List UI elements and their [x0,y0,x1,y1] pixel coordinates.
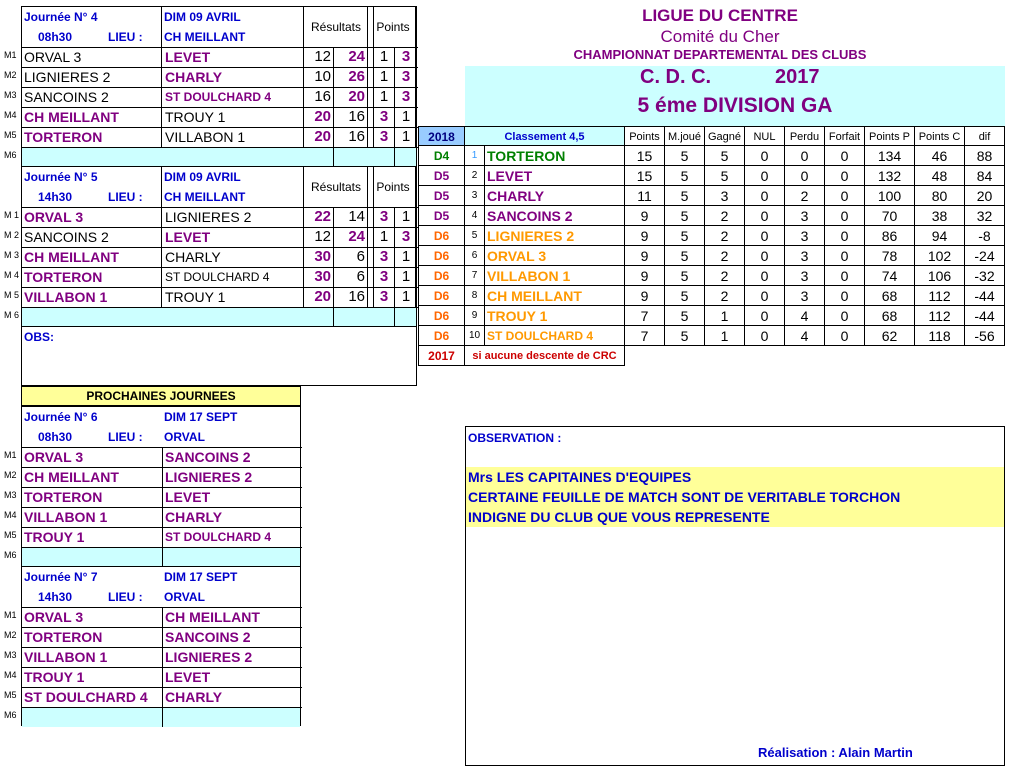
match-score-home: 16 [314,88,331,105]
standings-col-header: Forfait [825,126,865,146]
standings-value-mj: 5 [665,306,705,326]
standings-team: CH MEILLANT [487,288,582,304]
standings-team-row [465,206,625,226]
match-points-home: 3 [379,128,389,145]
fixture-title: Journée N° 7 [24,570,98,584]
standings-value-dif: -24 [965,246,1005,266]
fixture-away-team: SANCOINS 2 [165,449,251,465]
match-points-away: 1 [401,208,411,225]
standings-value-pp: 86 [865,226,915,246]
standings-rank: 5 [465,226,485,246]
match-away-team: LEVET [165,49,211,65]
standings-rank: 10 [465,326,485,346]
standings-value-n: 0 [745,286,785,306]
journee5-time: 14h30 [38,190,73,204]
standings-value-pc: 80 [915,186,965,206]
standings-value-pts: 9 [625,266,665,286]
standings-value-pp: 100 [865,186,915,206]
committee-title: Comité du Cher [660,27,780,46]
observation-line-3: INDIGNE DU CLUB QUE VOUS REPRESENTE [468,509,770,525]
fixture-number: M2 [4,470,17,480]
standings-col-header: Perdu [785,126,825,146]
standings-value-pts: 15 [625,146,665,166]
match-score-away: 20 [348,88,365,105]
obs-label: OBS: [24,330,54,344]
standings-value-f: 0 [825,326,865,346]
journee5-date: DIM 09 AVRIL [164,170,241,184]
match-points-home: 1 [379,228,389,245]
standings-value-dif: -44 [965,286,1005,306]
division-banner [465,66,1005,126]
standings-value-dif: 32 [965,206,1005,226]
fixture-number: M4 [4,670,17,680]
standings-value-f: 0 [825,286,865,306]
match-number: M4 [4,110,17,120]
journee5-results-label: Résultats [310,180,362,194]
standings-division: D6 [418,306,465,326]
standings-value-mj: 5 [665,146,705,166]
standings-col-header: Points C [915,126,965,146]
journee5-title: Journée N° 5 [24,170,98,184]
journee4-lieu-label: LIEU : [108,30,143,44]
fixture-home-team: ST DOULCHARD 4 [24,689,148,705]
fixture-lieu-label: LIEU : [108,590,143,604]
match-points-home: 1 [379,48,389,65]
standings-team-row [465,286,625,306]
standings-value-mj: 5 [665,206,705,226]
standings-value-g: 3 [705,186,745,206]
standings-team: VILLABON 1 [487,268,571,284]
match-score-away: 24 [348,48,365,65]
fixture-grid [21,566,301,726]
match-score-home: 10 [314,68,331,85]
journee4-title: Journée N° 4 [24,10,98,24]
match-score-home: 22 [314,208,331,225]
match-points-away: 3 [401,48,411,65]
standings-team-row [465,246,625,266]
fixture-home-team: VILLABON 1 [24,649,108,665]
standings-value-f: 0 [825,146,865,166]
standings-division: D6 [418,326,465,346]
standings-col-header: Points P [865,126,915,146]
match-number: M 2 [4,230,20,240]
match-points-away: 1 [401,248,411,265]
match-points-home: 3 [379,248,389,265]
standings-division: D6 [418,226,465,246]
standings-division: D5 [418,186,465,206]
standings-value-mj: 5 [665,226,705,246]
fixture-away-team: SANCOINS 2 [165,629,251,645]
standings-value-n: 0 [745,266,785,286]
fixture-title: Journée N° 6 [24,410,98,424]
standings-value-pc: 102 [915,246,965,266]
standings-value-g: 2 [705,266,745,286]
standings-value-pc: 118 [915,326,965,346]
match-score-home: 20 [314,288,331,305]
fixture-home-team: TROUY 1 [24,669,85,685]
standings-value-pp: 132 [865,166,915,186]
fixture-time: 14h30 [38,590,73,604]
match-number: M1 [4,50,17,60]
standings-value-pts: 7 [625,326,665,346]
observation-label: OBSERVATION : [468,431,562,445]
fixture-home-team: TORTERON [24,629,103,645]
standings-division: D5 [418,166,465,186]
fixture-grid [21,406,301,566]
fixture-away-team: LEVET [165,489,211,505]
match-away-team: LEVET [165,229,211,245]
standings-value-pc: 46 [915,146,965,166]
journee5-lieu: CH MEILLANT [164,190,246,204]
match-points-away: 1 [401,108,411,125]
observation-line-2: CERTAINE FEUILLE DE MATCH SONT DE VERITABLE TORCHON [468,489,901,505]
standings-value-p: 3 [785,226,825,246]
standings-division: D4 [418,146,465,166]
fixture-number: M6 [4,550,17,560]
standings-team: LEVET [487,168,533,184]
fixture-away-team: CH MEILLANT [165,609,260,625]
match-points-away: 3 [401,68,411,85]
match-number: M6 [4,150,17,160]
match-home-team: CH MEILLANT [24,249,119,265]
standings-value-pts: 11 [625,186,665,206]
match-points-home: 1 [379,68,389,85]
standings-value-g: 5 [705,146,745,166]
division-title: 5 éme DIVISION GA [637,94,833,117]
standings-value-pp: 68 [865,306,915,326]
fixture-lieu-label: LIEU : [108,430,143,444]
standings-value-dif: 84 [965,166,1005,186]
observation-box [465,426,1005,766]
fixture-number: M6 [4,710,17,720]
standings-value-f: 0 [825,306,865,326]
standings-value-mj: 5 [665,326,705,346]
standings-value-mj: 5 [665,246,705,266]
standings-rank: 1 [465,146,485,166]
standings-team: TORTERON [487,148,566,164]
standings-value-n: 0 [745,186,785,206]
observation-line-1: Mrs LES CAPITAINES D'EQUIPES [468,469,692,485]
match-home-team: ORVAL 3 [24,49,82,65]
standings-team: TROUY 1 [487,308,548,324]
match-score-away: 6 [356,268,365,285]
fixture-date: DIM 17 SEPT [164,570,238,584]
match-score-away: 14 [348,208,365,225]
standings-division: D5 [418,206,465,226]
cdc-label: C. D. C. [640,66,712,88]
standings-rank: 7 [465,266,485,286]
standings-title: Classement 4,5 [465,126,625,146]
standings-value-pts: 7 [625,306,665,326]
fixture-away-team: LIGNIERES 2 [165,469,253,485]
championship-title: CHAMPIONNAT DEPARTEMENTAL DES CLUBS [573,47,867,62]
standings-value-f: 0 [825,226,865,246]
standings-value-f: 0 [825,206,865,226]
standings-rank: 6 [465,246,485,266]
fixture-number: M4 [4,510,17,520]
standings-division: D6 [418,286,465,306]
standings-value-p: 2 [785,186,825,206]
standings-value-pp: 68 [865,286,915,306]
standings-value-pc: 112 [915,286,965,306]
standings-value-pts: 9 [625,286,665,306]
standings-value-g: 2 [705,226,745,246]
match-points-away: 1 [401,268,411,285]
standings-value-mj: 5 [665,166,705,186]
fixture-number: M3 [4,650,17,660]
journee4-time: 08h30 [38,30,73,44]
match-number: M 3 [4,250,20,260]
standings-footer-year: 2017 [418,346,465,366]
match-score-home: 12 [314,48,331,65]
match-score-away: 6 [356,248,365,265]
match-number: M 6 [4,310,20,320]
standings-team-row [465,186,625,206]
standings-value-n: 0 [745,246,785,266]
standings-value-g: 2 [705,206,745,226]
match-home-team: LIGNIERES 2 [24,69,111,85]
standings-team-row [465,326,625,346]
standings-team-row [465,266,625,286]
standings-value-f: 0 [825,186,865,206]
match-away-team: LIGNIERES 2 [165,209,252,225]
standings-value-n: 0 [745,206,785,226]
obs-box [21,326,417,386]
journee5-lieu-label: LIEU : [108,190,143,204]
match-points-home: 1 [379,88,389,105]
standings-value-n: 0 [745,226,785,246]
standings-team-row [465,166,625,186]
standings-value-pp: 78 [865,246,915,266]
standings-value-dif: 88 [965,146,1005,166]
fixture-lieu: ORVAL [164,430,205,444]
standings-team: LIGNIERES 2 [487,228,575,244]
match-score-away: 16 [348,288,365,305]
standings-col-header: Gagné [705,126,745,146]
standings-col-header: M.joué [665,126,705,146]
observation-note [466,467,1004,527]
standings-value-p: 3 [785,206,825,226]
fixture-away-team: ST DOULCHARD 4 [165,530,272,544]
standings-value-g: 2 [705,246,745,266]
standings-value-g: 1 [705,306,745,326]
match-away-team: CHARLY [165,69,223,85]
standings-team: ST DOULCHARD 4 [487,329,594,343]
match-number: M5 [4,130,17,140]
standings-col-header: Points [625,126,665,146]
standings-team: SANCOINS 2 [487,208,573,224]
standings-value-dif: 20 [965,186,1005,206]
standings-value-mj: 5 [665,266,705,286]
fixture-away-team: CHARLY [165,509,223,525]
standings-value-n: 0 [745,326,785,346]
journee4-points-label: Points [376,20,410,34]
fixture-home-team: TROUY 1 [24,529,85,545]
standings-value-mj: 5 [665,186,705,206]
standings-value-dif: -32 [965,266,1005,286]
match-home-team: ORVAL 3 [24,209,84,225]
match-score-home: 12 [314,228,331,245]
standings-rank: 4 [465,206,485,226]
fixture-number: M1 [4,450,17,460]
standings-value-pc: 48 [915,166,965,186]
match-number: M2 [4,70,17,80]
standings-team: CHARLY [487,188,545,204]
standings-value-mj: 5 [665,286,705,306]
standings-value-p: 3 [785,286,825,306]
standings-rank: 8 [465,286,485,306]
match-points-home: 3 [379,288,389,305]
match-home-team: SANCOINS 2 [24,89,109,105]
standings-value-pc: 38 [915,206,965,226]
standings-value-n: 0 [745,306,785,326]
match-score-home: 20 [314,108,331,125]
fixture-home-team: VILLABON 1 [24,509,108,525]
standings-value-pp: 74 [865,266,915,286]
journee5-grid [21,166,417,326]
standings-value-g: 5 [705,166,745,186]
match-score-away: 24 [348,228,365,245]
match-score-home: 30 [314,268,331,285]
match-score-away: 26 [348,68,365,85]
match-score-away: 16 [348,108,365,125]
standings-team-row [465,226,625,246]
standings-footer-note: si aucune descente de CRC [465,346,625,366]
standings-team-row [465,146,625,166]
match-points-home: 3 [379,108,389,125]
match-points-away: 1 [401,128,411,145]
journee4-date: DIM 09 AVRIL [164,10,241,24]
standings-value-pp: 134 [865,146,915,166]
standings-value-p: 3 [785,246,825,266]
match-score-away: 16 [348,128,365,145]
match-points-home: 3 [379,208,389,225]
standings-value-pts: 9 [625,246,665,266]
match-home-team: SANCOINS 2 [24,229,109,245]
fixture-home-team: ORVAL 3 [24,609,84,625]
fixture-time: 08h30 [38,430,73,444]
standings-value-p: 4 [785,326,825,346]
standings-division: D6 [418,266,465,286]
match-home-team: TORTERON [24,129,103,145]
match-points-home: 3 [379,268,389,285]
match-score-home: 30 [314,248,331,265]
upcoming-title: PROCHAINES JOURNEES [21,386,301,406]
league-title: LIGUE DU CENTRE [642,6,798,25]
match-away-team: ST DOULCHARD 4 [165,270,270,284]
standings-value-p: 0 [785,166,825,186]
journee4-lieu: CH MEILLANT [164,30,246,44]
fixture-number: M1 [4,610,17,620]
match-away-team: TROUY 1 [165,109,226,125]
standings-rank: 2 [465,166,485,186]
journee4-results-label: Résultats [310,20,362,34]
standings-value-f: 0 [825,246,865,266]
journee5-points-label: Points [376,180,410,194]
standings-value-pp: 70 [865,206,915,226]
fixture-home-team: TORTERON [24,489,103,505]
match-points-away: 3 [401,228,411,245]
standings-value-p: 3 [785,266,825,286]
match-score-home: 20 [314,128,331,145]
standings-rank: 3 [465,186,485,206]
fixture-home-team: CH MEILLANT [24,469,119,485]
fixture-number: M5 [4,690,17,700]
standings-value-pts: 15 [625,166,665,186]
standings-value-pc: 94 [915,226,965,246]
standings-year-tag: 2018 [418,126,465,146]
credit-text: Réalisation : Alain Martin [758,745,913,760]
match-away-team: TROUY 1 [165,289,226,305]
standings-value-pc: 106 [915,266,965,286]
match-points-away: 3 [401,88,411,105]
standings-value-n: 0 [745,146,785,166]
fixture-away-team: CHARLY [165,689,223,705]
standings-col-header: dif [965,126,1005,146]
standings-value-dif: -56 [965,326,1005,346]
standings-value-dif: -44 [965,306,1005,326]
match-number: M 4 [4,270,20,280]
match-number: M 1 [4,210,20,220]
fixture-away-team: LIGNIERES 2 [165,649,253,665]
journee4-grid [21,6,417,166]
match-away-team: ST DOULCHARD 4 [165,90,272,104]
standings-value-p: 0 [785,146,825,166]
standings-col-header: NUL [745,126,785,146]
standings-value-pp: 62 [865,326,915,346]
match-away-team: VILLABON 1 [165,129,246,145]
standings-value-n: 0 [745,166,785,186]
standings-value-p: 4 [785,306,825,326]
fixture-lieu: ORVAL [164,590,205,604]
standings-value-g: 2 [705,286,745,306]
fixture-number: M5 [4,530,17,540]
standings-value-pts: 9 [625,226,665,246]
match-home-team: TORTERON [24,269,103,285]
fixture-away-team: LEVET [165,669,211,685]
fixture-number: M2 [4,630,17,640]
match-number: M3 [4,90,17,100]
match-home-team: CH MEILLANT [24,109,119,125]
standings-team: ORVAL 3 [487,248,547,264]
standings-division: D6 [418,246,465,266]
standings-value-pc: 112 [915,306,965,326]
fixture-number: M3 [4,490,17,500]
match-number: M 5 [4,290,20,300]
standings-rank: 9 [465,306,485,326]
standings-value-pts: 9 [625,206,665,226]
match-points-away: 1 [401,288,411,305]
match-home-team: VILLABON 1 [24,289,108,305]
standings-value-g: 1 [705,326,745,346]
fixture-home-team: ORVAL 3 [24,449,84,465]
match-away-team: CHARLY [165,249,221,265]
standings-value-dif: -8 [965,226,1005,246]
fixture-date: DIM 17 SEPT [164,410,238,424]
standings-value-f: 0 [825,266,865,286]
standings-team-row [465,306,625,326]
standings-value-f: 0 [825,166,865,186]
season-year: 2017 [775,66,820,88]
